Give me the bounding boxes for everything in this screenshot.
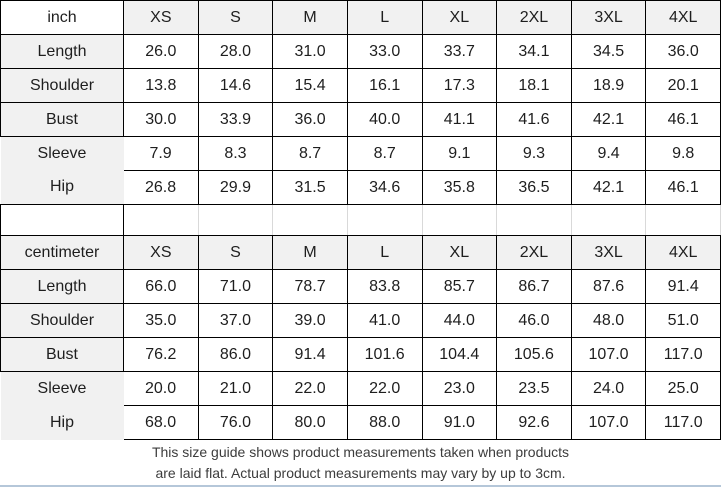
measurement-value: 40.0 — [347, 103, 422, 137]
measurement-value: 34.1 — [497, 35, 572, 69]
size-header: L — [347, 236, 422, 270]
row-label: Hip — [1, 406, 124, 440]
inch-row-shoulder — [1, 69, 721, 103]
size-header: M — [273, 236, 348, 270]
measurement-value: 46.1 — [646, 171, 721, 205]
spacer-cell — [198, 205, 273, 236]
measurement-value: 33.9 — [198, 103, 273, 137]
row-label: Bust — [1, 338, 124, 372]
size-header: M — [273, 1, 348, 35]
measurement-value: 13.8 — [124, 69, 199, 103]
measurement-value: 8.7 — [347, 137, 422, 171]
measurement-value: 17.3 — [422, 69, 497, 103]
size-header: 4XL — [646, 236, 721, 270]
measurement-value: 14.6 — [198, 69, 273, 103]
centimeter-header-row — [1, 236, 721, 270]
measurement-value: 36.5 — [497, 171, 572, 205]
spacer-cell — [646, 205, 721, 236]
measurement-value: 20.1 — [646, 69, 721, 103]
measurement-value: 48.0 — [571, 304, 646, 338]
measurement-value: 30.0 — [124, 103, 199, 137]
measurement-value: 18.1 — [497, 69, 572, 103]
measurement-value: 16.1 — [347, 69, 422, 103]
measurement-value: 39.0 — [273, 304, 348, 338]
measurement-value: 31.5 — [273, 171, 348, 205]
measurement-value: 8.3 — [198, 137, 273, 171]
measurement-value: 34.6 — [347, 171, 422, 205]
size-guide-note — [0, 440, 721, 487]
measurement-value: 104.4 — [422, 338, 497, 372]
size-header: XS — [124, 236, 199, 270]
measurement-value: 20.0 — [124, 372, 199, 406]
measurement-value: 44.0 — [422, 304, 497, 338]
measurement-value: 37.0 — [198, 304, 273, 338]
measurement-value: 117.0 — [646, 338, 721, 372]
measurement-value: 35.8 — [422, 171, 497, 205]
measurement-value: 66.0 — [124, 270, 199, 304]
measurement-value: 9.8 — [646, 137, 721, 171]
measurement-value: 34.5 — [571, 35, 646, 69]
inch-header-row — [1, 1, 721, 35]
measurement-value: 26.8 — [124, 171, 199, 205]
inch-row-bust — [1, 103, 721, 137]
measurement-value: 92.6 — [497, 406, 572, 440]
measurement-value: 117.0 — [646, 406, 721, 440]
spacer-cell — [273, 205, 348, 236]
measurement-value: 46.1 — [646, 103, 721, 137]
centimeter-row-shoulder — [1, 304, 721, 338]
row-label: Hip — [1, 171, 124, 205]
size-header: 3XL — [571, 1, 646, 35]
measurement-value: 91.4 — [646, 270, 721, 304]
centimeter-row-sleeve — [1, 372, 721, 406]
measurement-value: 80.0 — [273, 406, 348, 440]
row-label: Shoulder — [1, 304, 124, 338]
measurement-value: 29.9 — [198, 171, 273, 205]
size-header: XS — [124, 1, 199, 35]
measurement-value: 23.5 — [497, 372, 572, 406]
measurement-value: 42.1 — [571, 171, 646, 205]
centimeter-row-hip — [1, 406, 721, 440]
measurement-value: 101.6 — [347, 338, 422, 372]
centimeter-row-length — [1, 270, 721, 304]
size-header: L — [347, 1, 422, 35]
measurement-value: 78.7 — [273, 270, 348, 304]
measurement-value: 9.4 — [571, 137, 646, 171]
row-label: Shoulder — [1, 69, 124, 103]
row-label: Bust — [1, 103, 124, 137]
measurement-value: 42.1 — [571, 103, 646, 137]
measurement-value: 86.0 — [198, 338, 273, 372]
spacer-cell — [497, 205, 572, 236]
spacer-cell — [347, 205, 422, 236]
measurement-value: 87.6 — [571, 270, 646, 304]
centimeter-row-bust — [1, 338, 721, 372]
spacer-row — [1, 205, 721, 236]
measurement-value: 105.6 — [497, 338, 572, 372]
size-header: 2XL — [497, 1, 572, 35]
measurement-value: 107.0 — [571, 338, 646, 372]
measurement-value: 107.0 — [571, 406, 646, 440]
size-header: 3XL — [571, 236, 646, 270]
unit-label: inch — [1, 1, 124, 35]
measurement-value: 51.0 — [646, 304, 721, 338]
spacer-cell — [571, 205, 646, 236]
measurement-value: 22.0 — [347, 372, 422, 406]
measurement-value: 9.3 — [497, 137, 572, 171]
measurement-value: 22.0 — [273, 372, 348, 406]
measurement-value: 86.7 — [497, 270, 572, 304]
measurement-value: 36.0 — [646, 35, 721, 69]
measurement-value: 28.0 — [198, 35, 273, 69]
measurement-value: 31.0 — [273, 35, 348, 69]
measurement-value: 91.0 — [422, 406, 497, 440]
measurement-value: 8.7 — [273, 137, 348, 171]
measurement-value: 18.9 — [571, 69, 646, 103]
measurement-value: 23.0 — [422, 372, 497, 406]
spacer-cell — [124, 205, 199, 236]
measurement-value: 85.7 — [422, 270, 497, 304]
size-table-body — [1, 1, 721, 440]
note-line-1: This size guide shows product measurements taken when products — [151, 444, 570, 461]
measurement-value: 83.8 — [347, 270, 422, 304]
measurement-value: 9.1 — [422, 137, 497, 171]
size-header: 4XL — [646, 1, 721, 35]
measurement-value: 21.0 — [198, 372, 273, 406]
measurement-value: 35.0 — [124, 304, 199, 338]
measurement-value: 76.0 — [198, 406, 273, 440]
measurement-value: 7.9 — [124, 137, 199, 171]
row-label: Sleeve — [1, 137, 124, 171]
spacer-cell — [422, 205, 497, 236]
note-line-2: are laid flat. Actual product measurements may vary by up to 3cm. — [155, 464, 566, 481]
row-label: Sleeve — [1, 372, 124, 406]
measurement-value: 36.0 — [273, 103, 348, 137]
measurement-value: 41.6 — [497, 103, 572, 137]
unit-label: centimeter — [1, 236, 124, 270]
measurement-value: 24.0 — [571, 372, 646, 406]
row-label: Length — [1, 270, 124, 304]
measurement-value: 71.0 — [198, 270, 273, 304]
size-header: XL — [422, 1, 497, 35]
measurement-value: 33.0 — [347, 35, 422, 69]
measurement-value: 41.0 — [347, 304, 422, 338]
size-header: S — [198, 1, 273, 35]
size-header: 2XL — [497, 236, 572, 270]
spacer-cell — [1, 205, 124, 236]
measurement-value: 46.0 — [497, 304, 572, 338]
inch-row-length — [1, 35, 721, 69]
measurement-value: 33.7 — [422, 35, 497, 69]
measurement-value: 68.0 — [124, 406, 199, 440]
measurement-value: 91.4 — [273, 338, 348, 372]
measurement-value: 26.0 — [124, 35, 199, 69]
inch-row-sleeve — [1, 137, 721, 171]
size-header: XL — [422, 236, 497, 270]
inch-row-hip — [1, 171, 721, 205]
measurement-value: 76.2 — [124, 338, 199, 372]
row-label: Length — [1, 35, 124, 69]
measurement-value: 15.4 — [273, 69, 348, 103]
measurement-value: 88.0 — [347, 406, 422, 440]
measurement-value: 25.0 — [646, 372, 721, 406]
size-header: S — [198, 236, 273, 270]
measurement-value: 41.1 — [422, 103, 497, 137]
